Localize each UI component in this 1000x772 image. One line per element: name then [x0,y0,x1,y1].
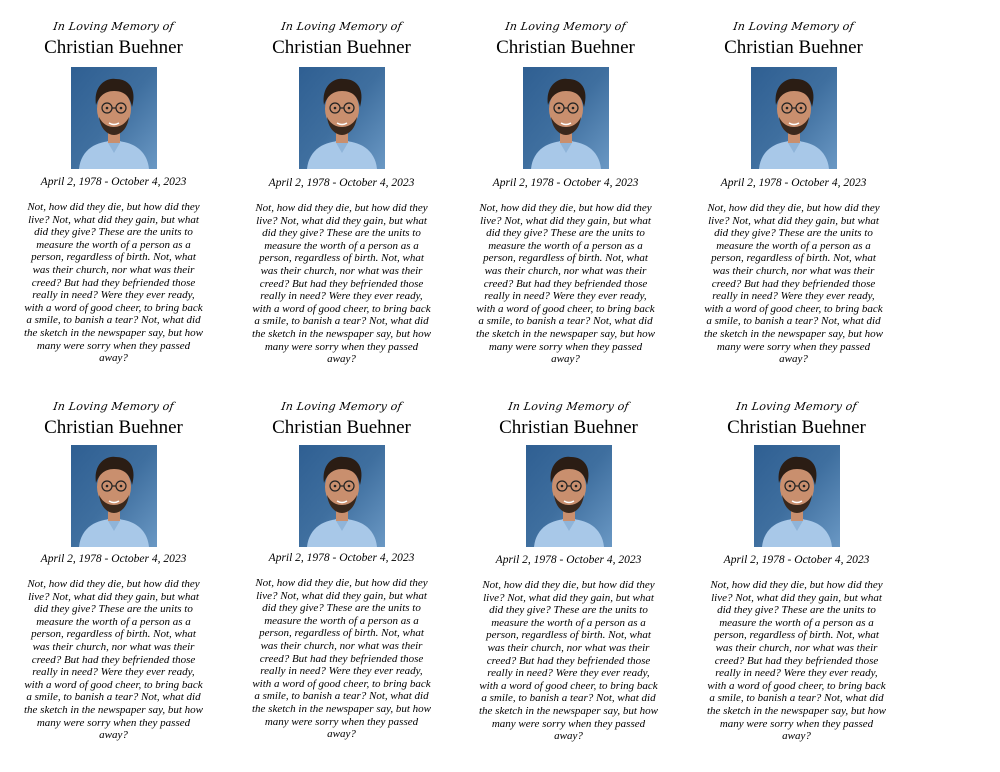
memorial-card-2 [228,20,455,366]
life-dates: April 2, 1978 - October 4, 2023 [268,552,415,564]
card-heading: In Loving Memory of [280,400,403,413]
portrait-photo [71,67,157,169]
memorial-card-3 [452,20,679,366]
card-heading: In Loving Memory of [52,400,175,413]
card-heading: In Loving Memory of [280,20,403,33]
memorial-card-4 [680,20,907,366]
memorial-card-6 [228,400,455,741]
life-dates: April 2, 1978 - October 4, 2023 [495,554,642,566]
memorial-card-1 [0,20,227,365]
deceased-name: Christian Buehner [272,417,411,438]
memorial-card-8 [683,400,910,743]
memorial-poem: Not, how did they die, but how did they live? Not, what did they gain, but what did they give? These are the units to measure the worth of a person as a person, regardless of birth. Not, what was their church, nor what was their creed? But had they befriended those really in need? Were they ever ready, with a word of good cheer, to bring back a smile, to banish a tear? Not, what did the sketch in the newspaper say, but how many were sorry when they passed away? [251,202,432,366]
life-dates: April 2, 1978 - October 4, 2023 [40,176,187,188]
card-heading: In Loving Memory of [732,20,855,33]
memorial-poem: Not, how did they die, but how did they live? Not, what did they gain, but what did they give? These are the units to measure the worth of a person as a person, regardless of birth. Not, what was their church, nor what was their creed? But had they befriended those really in need? Were they ever ready, with a word of good cheer, to bring back a smile, to banish a tear? Not, what did the sketch in the newspaper say, but how many were sorry when they passed away? [23,578,204,742]
memorial-poem: Not, how did they die, but how did they live? Not, what did they gain, but what did they give? These are the units to measure the worth of a person as a person, regardless of birth. Not, what was their church, nor what was their creed? But had they befriended those really in need? Were they ever ready, with a word of good cheer, to bring back a smile, to banish a tear? Not, what did the sketch in the newspaper say, but how many were sorry when they passed away? [23,201,204,365]
life-dates: April 2, 1978 - October 4, 2023 [492,177,639,189]
deceased-name: Christian Buehner [724,37,863,58]
deceased-name: Christian Buehner [496,37,635,58]
life-dates: April 2, 1978 - October 4, 2023 [720,177,867,189]
portrait-photo [523,67,609,169]
portrait-photo [299,67,385,169]
card-heading: In Loving Memory of [52,20,175,33]
card-heading: In Loving Memory of [507,400,630,413]
life-dates: April 2, 1978 - October 4, 2023 [40,553,187,565]
memorial-poem: Not, how did they die, but how did they live? Not, what did they gain, but what did they give? These are the units to measure the worth of a person as a person, regardless of birth. Not, what was their church, nor what was their creed? But had they befriended those really in need? Were they ever ready, with a word of good cheer, to bring back a smile, to banish a tear? Not, what did the sketch in the newspaper say, but how many were sorry when they passed away? [478,579,659,743]
life-dates: April 2, 1978 - October 4, 2023 [723,554,870,566]
deceased-name: Christian Buehner [44,37,183,58]
portrait-photo [299,445,385,547]
deceased-name: Christian Buehner [499,417,638,438]
memorial-poem: Not, how did they die, but how did they live? Not, what did they gain, but what did they give? These are the units to measure the worth of a person as a person, regardless of birth. Not, what was their church, nor what was their creed? But had they befriended those really in need? Were they ever ready, with a word of good cheer, to bring back a smile, to banish a tear? Not, what did the sketch in the newspaper say, but how many were sorry when they passed away? [251,577,432,741]
memorial-card-7 [455,400,682,743]
deceased-name: Christian Buehner [727,417,866,438]
deceased-name: Christian Buehner [44,417,183,438]
card-heading: In Loving Memory of [504,20,627,33]
portrait-photo [754,445,840,547]
card-heading: In Loving Memory of [735,400,858,413]
memorial-card-5 [0,400,227,742]
deceased-name: Christian Buehner [272,37,411,58]
portrait-photo [526,445,612,547]
memorial-poem: Not, how did they die, but how did they live? Not, what did they gain, but what did they give? These are the units to measure the worth of a person as a person, regardless of birth. Not, what was their church, nor what was their creed? But had they befriended those really in need? Were they ever ready, with a word of good cheer, to bring back a smile, to banish a tear? Not, what did the sketch in the newspaper say, but how many were sorry when they passed away? [475,202,656,366]
memorial-poem: Not, how did they die, but how did they live? Not, what did they gain, but what did they give? These are the units to measure the worth of a person as a person, regardless of birth. Not, what was their church, nor what was their creed? But had they befriended those really in need? Were they ever ready, with a word of good cheer, to bring back a smile, to banish a tear? Not, what did the sketch in the newspaper say, but how many were sorry when they passed away? [706,579,887,743]
life-dates: April 2, 1978 - October 4, 2023 [268,177,415,189]
portrait-photo [71,445,157,547]
memorial-poem: Not, how did they die, but how did they live? Not, what did they gain, but what did they give? These are the units to measure the worth of a person as a person, regardless of birth. Not, what was their church, nor what was their creed? But had they befriended those really in need? Were they ever ready, with a word of good cheer, to bring back a smile, to banish a tear? Not, what did the sketch in the newspaper say, but how many were sorry when they passed away? [703,202,884,366]
portrait-photo [751,67,837,169]
